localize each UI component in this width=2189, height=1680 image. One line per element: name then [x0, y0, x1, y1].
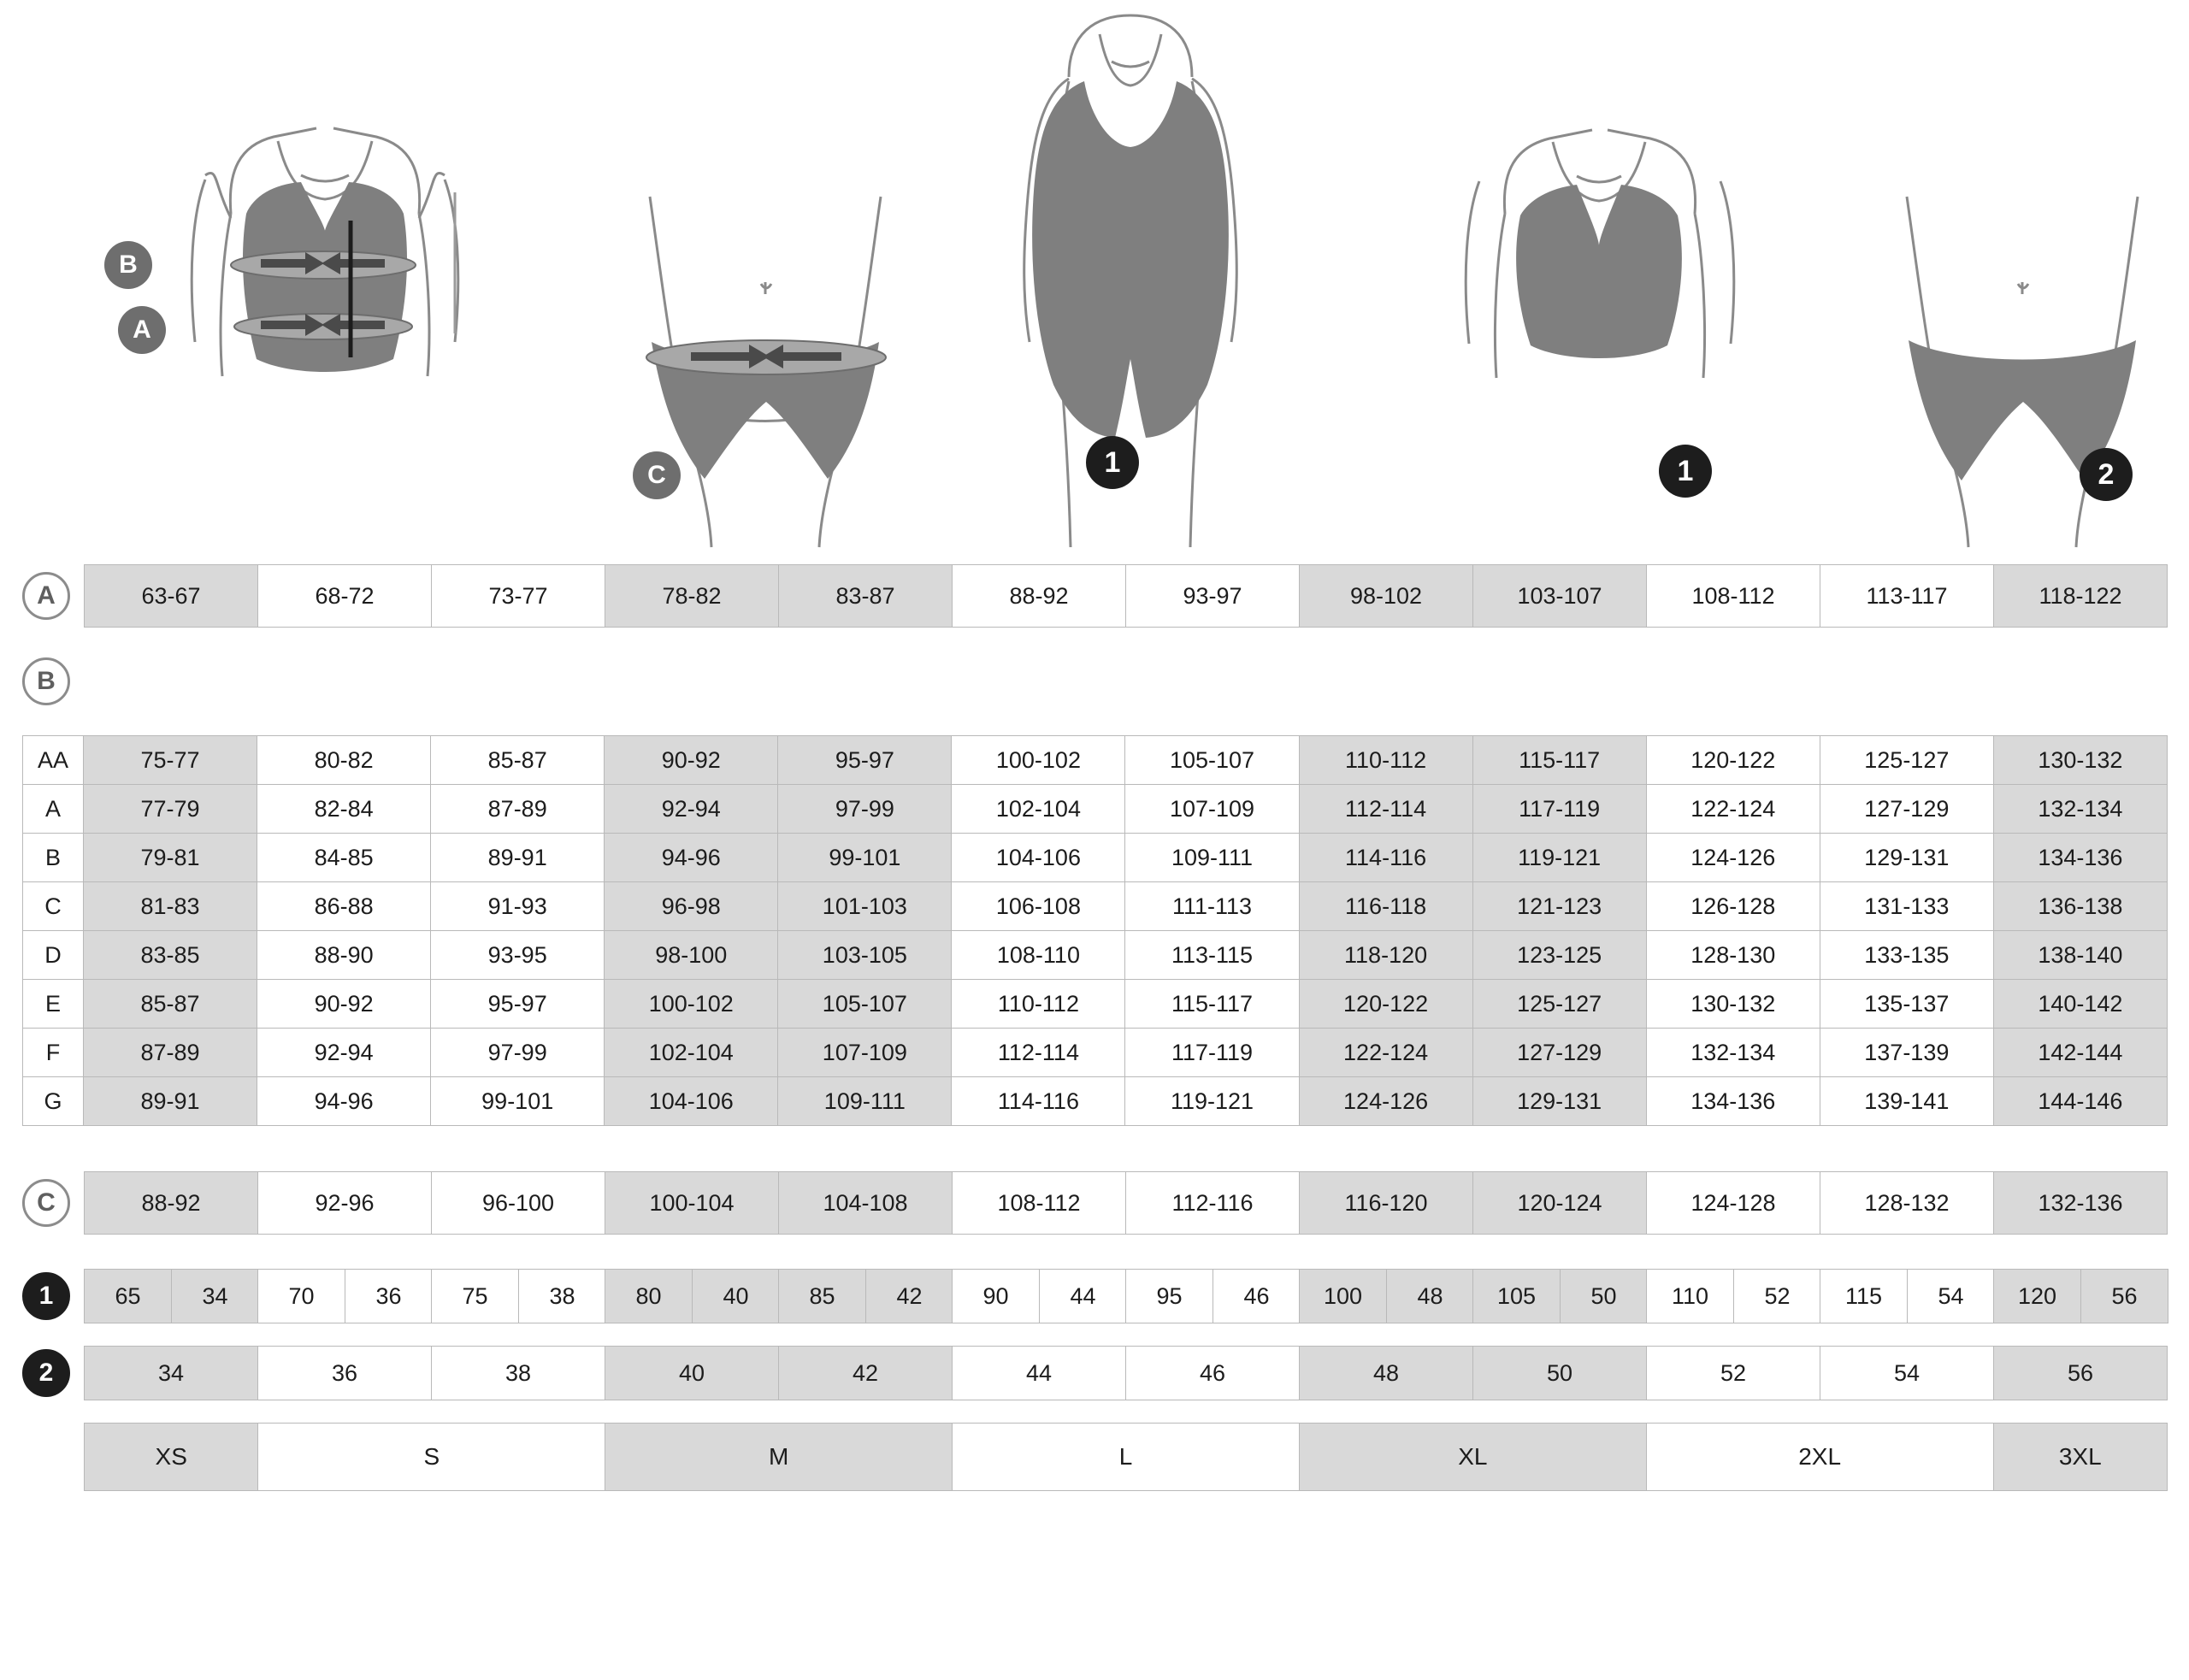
cell: 54 — [1820, 1346, 1994, 1400]
cell: 119-121 — [1472, 833, 1647, 882]
table-row — [22, 735, 2167, 784]
cell: 105-107 — [777, 979, 952, 1029]
cell: 125-127 — [1820, 735, 1994, 785]
cell: 134-136 — [1646, 1076, 1820, 1126]
cell: 84-85 — [257, 833, 431, 882]
cell: 97-99 — [430, 1028, 605, 1077]
table-row — [22, 930, 2167, 979]
cell: 132-136 — [1993, 1171, 2168, 1235]
figure-swimsuit — [941, 0, 1325, 564]
row-a-label-wrap — [22, 572, 84, 620]
size-cell-2xl: 2XL — [1646, 1423, 1994, 1491]
cell: 106-108 — [951, 881, 1125, 931]
cell: 65 — [84, 1269, 172, 1323]
table-row — [22, 979, 2167, 1028]
cell: 142-144 — [1993, 1028, 2168, 1077]
cell: 116-120 — [1299, 1171, 1473, 1235]
size-cell-s: S — [257, 1423, 605, 1491]
cell: 92-96 — [257, 1171, 432, 1235]
cell: 129-131 — [1472, 1076, 1647, 1126]
size-cell-3xl: 3XL — [1993, 1423, 2168, 1491]
cell: 102-104 — [951, 784, 1125, 834]
table-row — [22, 1028, 2167, 1076]
cup-label: E — [22, 979, 84, 1029]
cell: 115-117 — [1124, 979, 1299, 1029]
cell: 99-101 — [777, 833, 952, 882]
cell: 125-127 — [1472, 979, 1647, 1029]
cell: 80 — [605, 1269, 693, 1323]
cell-pair — [431, 1269, 605, 1323]
cell: 108-110 — [951, 930, 1125, 980]
cell-pair — [605, 1269, 779, 1323]
cell-pair — [84, 1269, 258, 1323]
row-b-matrix — [0, 735, 2189, 1125]
cell: 110-112 — [1299, 735, 1473, 785]
cell: 111-113 — [1124, 881, 1299, 931]
row-letter-sizes — [0, 1423, 2189, 1491]
cell: 70 — [257, 1269, 345, 1323]
cell: 102-104 — [604, 1028, 778, 1077]
cell: 88-90 — [257, 930, 431, 980]
cell: 100 — [1299, 1269, 1387, 1323]
row-one — [0, 1269, 2189, 1323]
row-a-cells — [84, 564, 2167, 628]
cell: 127-129 — [1820, 784, 1994, 834]
cell: 88-92 — [952, 564, 1126, 628]
cell: 40 — [692, 1269, 780, 1323]
cell: 100-102 — [604, 979, 778, 1029]
figure-hip-measure — [599, 0, 958, 564]
cell: 104-106 — [604, 1076, 778, 1126]
cell: 44 — [1039, 1269, 1127, 1323]
row-a — [0, 564, 2189, 628]
cell: 48 — [1299, 1346, 1473, 1400]
cell: 114-116 — [1299, 833, 1473, 882]
cell: 81-83 — [83, 881, 257, 931]
cell: 101-103 — [777, 881, 952, 931]
cell: 133-135 — [1820, 930, 1994, 980]
cell: 90-92 — [257, 979, 431, 1029]
cell: 127-129 — [1472, 1028, 1647, 1077]
cell: 93-95 — [430, 930, 605, 980]
cell: 52 — [1733, 1269, 1821, 1323]
figure-briefs — [1864, 0, 2189, 564]
row-two-label-wrap — [22, 1349, 84, 1397]
marker-b-icon: B — [104, 241, 152, 289]
marker-a-icon: A — [118, 306, 166, 354]
cell: 116-118 — [1299, 881, 1473, 931]
row-b-label-wrap — [0, 650, 2189, 713]
cell: 121-123 — [1472, 881, 1647, 931]
row-two — [0, 1346, 2189, 1400]
cell: 120-122 — [1646, 735, 1820, 785]
row-two-label: 2 — [22, 1349, 70, 1397]
cell: 36 — [345, 1269, 433, 1323]
cell: 90 — [952, 1269, 1040, 1323]
cell-pair — [778, 1269, 953, 1323]
cell: 138-140 — [1993, 930, 2168, 980]
cell: 92-94 — [604, 784, 778, 834]
cell: 109-111 — [777, 1076, 952, 1126]
cup-label: C — [22, 881, 84, 931]
cell: 86-88 — [257, 881, 431, 931]
cell: 83-85 — [83, 930, 257, 980]
cell: 90-92 — [604, 735, 778, 785]
cell: 115 — [1820, 1269, 1908, 1323]
cell-pair — [1646, 1269, 1820, 1323]
cell: 96-100 — [431, 1171, 605, 1235]
cup-label: F — [22, 1028, 84, 1077]
row-c-label: C — [22, 1179, 70, 1227]
cell: 123-125 — [1472, 930, 1647, 980]
row-c-cells — [84, 1171, 2167, 1235]
cell: 56 — [1993, 1346, 2168, 1400]
cell-pair — [1472, 1269, 1647, 1323]
cell: 95-97 — [430, 979, 605, 1029]
cell: 115-117 — [1472, 735, 1647, 785]
cell: 128-130 — [1646, 930, 1820, 980]
cell: 36 — [257, 1346, 432, 1400]
cell: 44 — [952, 1346, 1126, 1400]
cell: 104-108 — [778, 1171, 953, 1235]
cell: 73-77 — [431, 564, 605, 628]
cell: 82-84 — [257, 784, 431, 834]
cell: 122-124 — [1646, 784, 1820, 834]
cell: 75-77 — [83, 735, 257, 785]
cell: 77-79 — [83, 784, 257, 834]
cell: 118-120 — [1299, 930, 1473, 980]
cell: 114-116 — [951, 1076, 1125, 1126]
table-row — [22, 784, 2167, 833]
cell: 120-122 — [1299, 979, 1473, 1029]
cell: 130-132 — [1646, 979, 1820, 1029]
cell: 103-107 — [1472, 564, 1647, 628]
cup-label: D — [22, 930, 84, 980]
row-a-label: A — [22, 572, 70, 620]
cell: 46 — [1213, 1269, 1301, 1323]
row-one-cells — [84, 1269, 2167, 1323]
cell: 110 — [1646, 1269, 1734, 1323]
cup-label: AA — [22, 735, 84, 785]
cell: 140-142 — [1993, 979, 2168, 1029]
row-c — [0, 1171, 2189, 1235]
cell: 120-124 — [1472, 1171, 1647, 1235]
row-b-label: B — [22, 657, 70, 705]
cell: 99-101 — [430, 1076, 605, 1126]
cell: 100-104 — [605, 1171, 779, 1235]
cell: 63-67 — [84, 564, 258, 628]
cell: 112-114 — [1299, 784, 1473, 834]
cell: 40 — [605, 1346, 779, 1400]
cell: 89-91 — [430, 833, 605, 882]
cell: 38 — [518, 1269, 606, 1323]
cell-pair — [1125, 1269, 1300, 1323]
cell-pair — [1993, 1269, 2168, 1323]
cell: 124-126 — [1646, 833, 1820, 882]
marker-two-icon: 2 — [2080, 448, 2133, 501]
cell: 50 — [1560, 1269, 1648, 1323]
cell: 108-112 — [1646, 564, 1820, 628]
cell: 103-105 — [777, 930, 952, 980]
figure-bust-measure — [103, 0, 547, 564]
cell: 34 — [84, 1346, 258, 1400]
cell-pair — [1299, 1269, 1473, 1323]
cup-label: A — [22, 784, 84, 834]
cell: 122-124 — [1299, 1028, 1473, 1077]
illustration-band — [0, 0, 2189, 564]
table-row — [22, 833, 2167, 881]
cell: 128-132 — [1820, 1171, 1994, 1235]
cell: 56 — [2080, 1269, 2168, 1323]
cell: 85-87 — [430, 735, 605, 785]
cell: 144-146 — [1993, 1076, 2168, 1126]
cell: 113-115 — [1124, 930, 1299, 980]
cell: 50 — [1472, 1346, 1647, 1400]
cell: 129-131 — [1820, 833, 1994, 882]
cell: 110-112 — [951, 979, 1125, 1029]
letter-sizes-cells — [84, 1423, 2167, 1491]
cell: 94-96 — [604, 833, 778, 882]
cell: 87-89 — [83, 1028, 257, 1077]
cell: 126-128 — [1646, 881, 1820, 931]
cell: 87-89 — [430, 784, 605, 834]
cell: 137-139 — [1820, 1028, 1994, 1077]
cell: 93-97 — [1125, 564, 1300, 628]
cell: 54 — [1907, 1269, 1995, 1323]
marker-one-icon: 1 — [1086, 436, 1139, 489]
cell: 85-87 — [83, 979, 257, 1029]
cell: 135-137 — [1820, 979, 1994, 1029]
cell: 83-87 — [778, 564, 953, 628]
cell: 95-97 — [777, 735, 952, 785]
cell: 139-141 — [1820, 1076, 1994, 1126]
size-cell-xs: XS — [84, 1423, 258, 1491]
cell: 105 — [1472, 1269, 1561, 1323]
cell: 109-111 — [1124, 833, 1299, 882]
cell: 117-119 — [1472, 784, 1647, 834]
size-cell-xl: XL — [1299, 1423, 1647, 1491]
cell: 120 — [1993, 1269, 2081, 1323]
row-one-label: 1 — [22, 1272, 70, 1320]
cell: 78-82 — [605, 564, 779, 628]
cell: 94-96 — [257, 1076, 431, 1126]
cell: 97-99 — [777, 784, 952, 834]
marker-one-bra-icon: 1 — [1659, 445, 1712, 498]
cell: 132-134 — [1646, 1028, 1820, 1077]
marker-c-icon: C — [633, 451, 681, 499]
cell: 52 — [1646, 1346, 1820, 1400]
cell: 107-109 — [1124, 784, 1299, 834]
cell: 107-109 — [777, 1028, 952, 1077]
cell: 134-136 — [1993, 833, 2168, 882]
size-cell-l: L — [952, 1423, 1300, 1491]
cell: 42 — [865, 1269, 953, 1323]
row-two-cells — [84, 1346, 2167, 1400]
cell: 105-107 — [1124, 735, 1299, 785]
cell-pair — [1820, 1269, 1994, 1323]
cell: 132-134 — [1993, 784, 2168, 834]
cell: 124-126 — [1299, 1076, 1473, 1126]
cell: 104-106 — [951, 833, 1125, 882]
cell: 112-114 — [951, 1028, 1125, 1077]
size-cell-m: M — [605, 1423, 953, 1491]
cell: 38 — [431, 1346, 605, 1400]
row-c-label-wrap — [22, 1179, 84, 1227]
cup-label: B — [22, 833, 84, 882]
cell-pair — [257, 1269, 432, 1323]
cell: 89-91 — [83, 1076, 257, 1126]
cell-pair — [952, 1269, 1126, 1323]
cell: 46 — [1125, 1346, 1300, 1400]
cell: 42 — [778, 1346, 953, 1400]
cell: 100-102 — [951, 735, 1125, 785]
cell: 136-138 — [1993, 881, 2168, 931]
cell: 124-128 — [1646, 1171, 1820, 1235]
cup-label: G — [22, 1076, 84, 1126]
cell: 98-102 — [1299, 564, 1473, 628]
cell: 92-94 — [257, 1028, 431, 1077]
cell: 108-112 — [952, 1171, 1126, 1235]
cell: 118-122 — [1993, 564, 2168, 628]
row-one-label-wrap — [22, 1272, 84, 1320]
cell: 85 — [778, 1269, 866, 1323]
cell: 131-133 — [1820, 881, 1994, 931]
cell: 75 — [431, 1269, 519, 1323]
figure-bra — [1385, 0, 1796, 564]
cell: 119-121 — [1124, 1076, 1299, 1126]
cell: 117-119 — [1124, 1028, 1299, 1077]
cell: 48 — [1386, 1269, 1474, 1323]
table-row — [22, 881, 2167, 930]
cell: 80-82 — [257, 735, 431, 785]
cell: 68-72 — [257, 564, 432, 628]
cell: 95 — [1125, 1269, 1213, 1323]
cell: 112-116 — [1125, 1171, 1300, 1235]
cell: 98-100 — [604, 930, 778, 980]
cell: 96-98 — [604, 881, 778, 931]
cell: 34 — [171, 1269, 259, 1323]
cell: 88-92 — [84, 1171, 258, 1235]
cell: 130-132 — [1993, 735, 2168, 785]
cell: 113-117 — [1820, 564, 1994, 628]
cell: 79-81 — [83, 833, 257, 882]
cell: 91-93 — [430, 881, 605, 931]
table-row — [22, 1076, 2167, 1125]
